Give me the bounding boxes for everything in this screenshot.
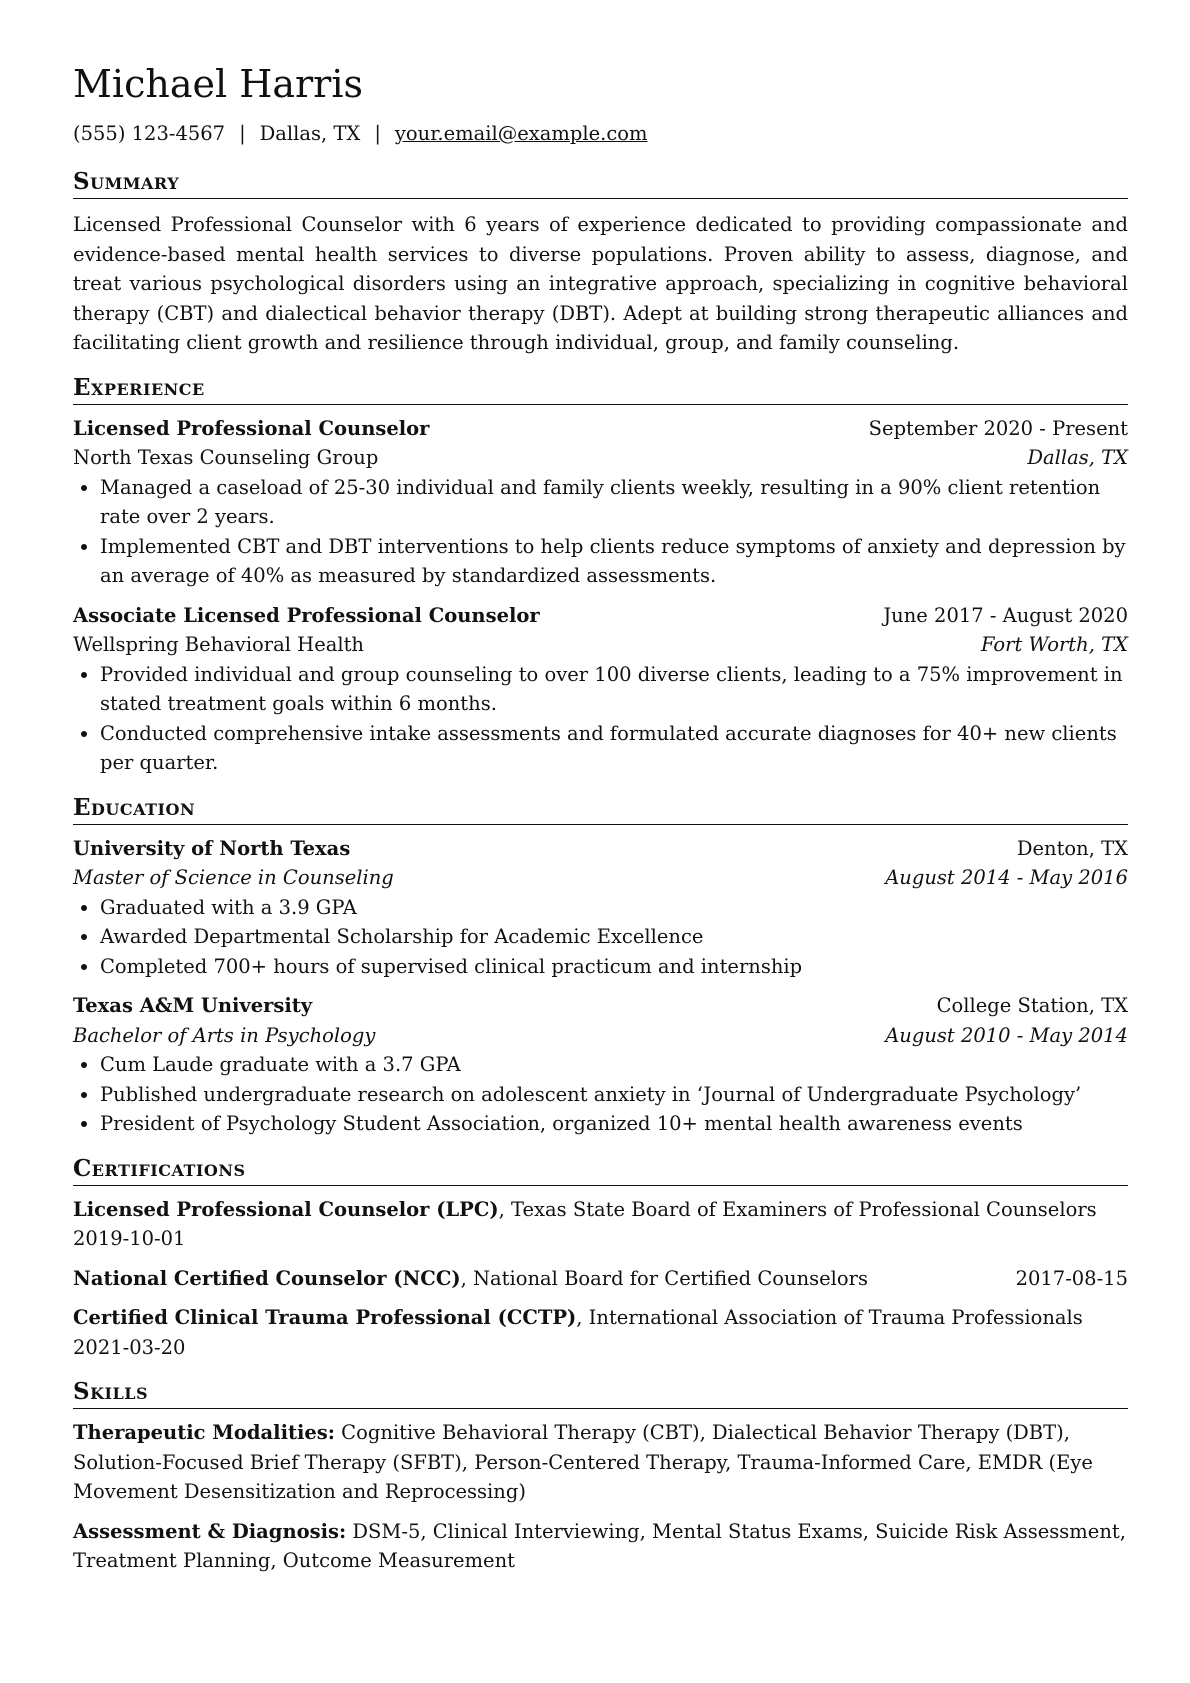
- bullet: • Graduated with a 3.9 GPA: [100, 893, 1128, 923]
- certification-issuer: , National Board for Certified Counselors: [460, 1266, 868, 1290]
- skill-text: Cognitive Behavioral Therapy (CBT), Dialectical Behavior Therapy (DBT), Solution-Focused Brief Therapy (SFBT), Person-Centered Therapy, Trauma-Informed Care, EMDR (Eye Movement Desensitization and Reprocessing): [73, 1421, 1093, 1503]
- bullet: • Conducted comprehensive intake assessments and formulated accurate diagnoses for 40+ new clients per quarter.: [100, 719, 1128, 778]
- separator: |: [374, 122, 381, 145]
- education-entry: [73, 834, 1128, 982]
- skill-group: [73, 1517, 1128, 1576]
- section-title-experience: Experience: [73, 374, 1128, 405]
- skill-group: [73, 1418, 1128, 1507]
- certification-date: 2019-10-01: [73, 1227, 186, 1250]
- job-title: Licensed Professional Counselor: [73, 416, 430, 440]
- certification-name: Certified Clinical Trauma Professional (CCTP): [73, 1306, 577, 1329]
- bullet: • President of Psychology Student Association, organized 10+ mental health awareness events: [100, 1109, 1128, 1139]
- bullet-list: [73, 893, 1128, 982]
- job-dates: June 2017 - August 2020: [883, 603, 1128, 627]
- bullet: • Awarded Departmental Scholarship for Academic Excellence: [100, 922, 1128, 952]
- school-location: College Station, TX: [936, 994, 1128, 1017]
- experience-entry: [73, 601, 1128, 778]
- resume-page: [73, 60, 1128, 1576]
- bullet: • Completed 700+ hours of supervised clinical practicum and internship: [100, 952, 1128, 982]
- school-location: Denton, TX: [1016, 836, 1128, 860]
- job-dates: September 2020 - Present: [868, 416, 1128, 440]
- company: Wellspring Behavioral Health: [73, 633, 364, 656]
- certification-entry: [73, 1303, 1128, 1362]
- job-location: Fort Worth, TX: [980, 633, 1128, 656]
- email-link[interactable]: your.email@example.com: [394, 122, 648, 145]
- skill-label: Assessment & Diagnosis:: [73, 1519, 347, 1543]
- education-dates: August 2014 - May 2016: [885, 866, 1128, 889]
- education-entry: [73, 991, 1128, 1139]
- certification-name: National Certified Counselor (NCC): [73, 1266, 461, 1290]
- experience-entry: [73, 414, 1128, 591]
- company: North Texas Counseling Group: [73, 446, 379, 469]
- summary-text: Licensed Professional Counselor with 6 years of experience dedicated to providing compassionate and evidence-based mental health services to diverse populations. Proven ability to assess, diagnose, and treat various psychological disorders using an integrative approach, specializing in cognitive behavioral therapy (CBT) and dialectical behavior therapy (DBT). Adept at building strong therapeutic alliances and facilitating client growth and resilience through individual, group, and family counseling.: [73, 213, 1128, 354]
- section-title-education: Education: [73, 794, 1128, 825]
- section-title-certifications: Certifications: [73, 1155, 1128, 1186]
- school-name: Texas A&M University: [73, 994, 313, 1017]
- education-dates: August 2010 - May 2014: [885, 1023, 1128, 1047]
- certification-date: 2017-08-15: [1015, 1266, 1128, 1290]
- certification-entry: [73, 1264, 1128, 1294]
- bullet: • Cum Laude graduate with a 3.7 GPA: [100, 1050, 1128, 1080]
- section-title-skills: Skills: [73, 1378, 1128, 1409]
- candidate-name: Michael Harris: [73, 62, 363, 106]
- degree: Bachelor of Arts in Psychology: [73, 1023, 376, 1047]
- bullet-list: [73, 473, 1128, 591]
- certification-entry: [73, 1195, 1128, 1254]
- bullet-list: [73, 660, 1128, 778]
- skill-label: Therapeutic Modalities:: [73, 1421, 335, 1444]
- bullet: • Provided individual and group counseling to over 100 diverse clients, leading to a 75% improvement in stated treatment goals within 6 months.: [100, 660, 1128, 719]
- bullet-list: [73, 1050, 1128, 1139]
- phone: (555) 123-4567: [73, 122, 226, 145]
- job-location: Dallas, TX: [1027, 446, 1128, 469]
- bullet: • Published undergraduate research on adolescent anxiety in ‘Journal of Undergraduate Psychology’: [100, 1080, 1128, 1110]
- certification-issuer: , International Association of Trauma Professionals: [576, 1306, 1083, 1329]
- location: Dallas, TX: [259, 122, 361, 145]
- bullet: • Implemented CBT and DBT interventions to help clients reduce symptoms of anxiety and depression by an average of 40% as measured by standardized assessments.: [100, 532, 1128, 591]
- school-name: University of North Texas: [73, 836, 351, 860]
- separator: |: [239, 122, 246, 145]
- section-title-summary: Summary: [73, 168, 1128, 199]
- job-title: Associate Licensed Professional Counselor: [73, 603, 540, 627]
- skill-text: DSM-5, Clinical Interviewing, Mental Status Exams, Suicide Risk Assessment, Treatment Planning, Outcome Measurement: [73, 1519, 1126, 1572]
- degree: Master of Science in Counseling: [73, 866, 394, 889]
- certification-name: Licensed Professional Counselor (LPC): [73, 1197, 499, 1221]
- certification-date: 2021-03-20: [73, 1335, 186, 1359]
- contact-line: [73, 122, 1128, 146]
- certification-issuer: , Texas State Board of Examiners of Professional Counselors: [498, 1197, 1097, 1221]
- bullet: • Managed a caseload of 25-30 individual and family clients weekly, resulting in a 90% client retention rate over 2 years.: [100, 473, 1128, 532]
